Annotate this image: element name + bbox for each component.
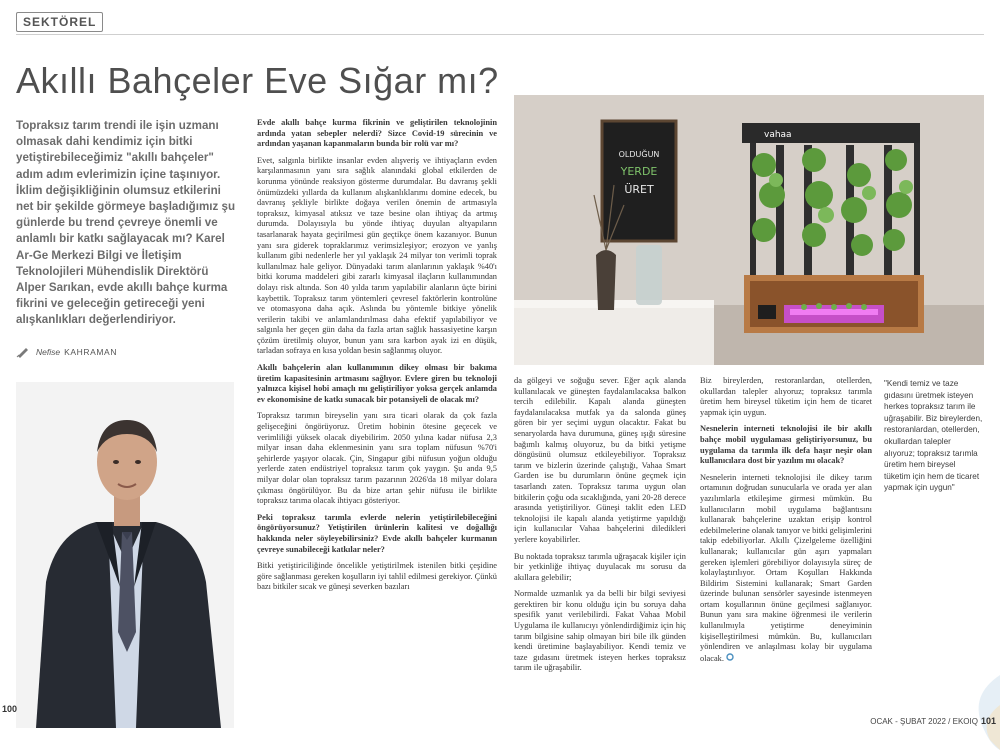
board-line-1: OLDUĞUN — [618, 150, 660, 159]
interview-answer — [700, 473, 872, 665]
interview-answer: Topraksız tarımın bireyselin yanı sıra ticari olarak da çok fazla gelişeceğini öngörüyoruz. Üretim hobinin ötesine geçecek ve verimliliği yüksek olacak diyebilirim. 2050 yılına kadar nüfusa 2,3 milyar insan daha eklenmesinin yanı sıra toplam nüfusun %70'i şehirlerde yaşıyor olacak. Çin, Singapur gibi nüfusun yoğun olduğu yerlerde zaten endüstriyel topraksız tarım çok yaygın. Şu anda 9,5 milyar dolar olan topraksız tarım pazarının 2026'da 18 milyar dolara çıkması öngörülüyor. Bu da bize artan şehir nüfusu ile birlikte topraksız tarıma olacak ihtiyacı gösteriyor. — [257, 411, 497, 506]
interview-answer: Bu noktada topraksız tarımla uğraşacak kişiler için bir yetkinliğe ihtiyaç duyulacak mı sorusu da akıllara gelebilir; — [514, 551, 686, 582]
section-divider — [16, 34, 984, 35]
author-first-name: Nefise — [36, 347, 61, 357]
interview-question: Evde akıllı bahçe kurma fikrinin ve geliştirilen teknolojinin ardında yatan sebepler nelerdi? Sizce Covid-19 sürecinin ve ardından yaşanan kapanmaların bunda bir rolü var mı? — [257, 118, 497, 149]
portrait-photo — [16, 382, 234, 728]
interview-answer: da gölgeyi ve soğuğu sever. Eğer açık alanda kullanılacak ve güneşten faydalanılacaksa balkon tercih edilebilir. Kapalı alanda güneşten faydalanılacaksa mutfak ya da salonda güneş gören bir yer seçimi uygun olacaktır. Fakat bu senaryolarda hava durumuna, güneş ışığı süresine bağımlı kalmış oluyoruz, bu da bitki yetişme döngüsünü olumsuz etkileyebiliyor. Topraksız tarım ve bizlerin üzerinde çalıştığı, Vahaa Smart Garden ise bu durumların önüne geçmek için tasarlandı zaten. Topraksız tarıma uygun olan bitkilerin çoğu oda sıcaklığında, yani 20-28 derece arasında yetiştiriliyor. Güneşi taklit eden LED teknolojisi ile kapalı alanda yetiştirme yapıldığı için kullanıcılar Vahaa bahçelerini diledikleri yerlere koyabilirler. — [514, 376, 686, 544]
interview-answer: Evet, salgınla birlikte insanlar evden alışveriş ve ihtiyaçların evden karşılanmasının yanı sıra sağlık alanındaki global etkilerden de korunma yönünde reaksiyon gösterme durumdalar. Bu davranış şekli önümüzdeki yıllarda da kullanım alışkanlıklarımı domine edecek, bu davranış şekliyle birlikte doğaya verilen önemin de artmasıyla topraksız, kimyasal atıksız ve taze besine olan ihtiyaç da artmış durumda. Dolayısıyla bu yönde ihtiyaç duyulan altyapıların tasarlanarak hayata geçirilmesi gün geçtikçe önem kazanıyor. Bunun yanı sıra giderek topraklarımız verimsizleşiyor; erozyon ve yanlış kullanım gibi nedenlerle her yıl yaklaşık 24 milyar ton verimli toprak kullanılmaz hale geliyor. Dünyadaki tarım alanlarının yaklaşık %40'ı bitki koruma maddeleri gibi zararlı kimyasal ilaçların kullanımından dolayı risk altında. Son 40 yılda tarım yapılabilir alanların üçte birini kaybettik. Topraksız tarım yöntemleri çevresel faktörlerin kontrolüne ve otomasyona daha açık. Aslında bu yöntemle bitkiye yönelik verilerin takibi ve anlamlandırılması daha efektif yapılabiliyor ve salgınla her geçen gün daha da fazla artan sağlık hassasiyetine karşın çözüm üretilmiş oluyor, bunun yanı sıra karbon ayak izi en düşük, tarladan sofraya en kısa yoldan besin sağlanmış oluyor. — [257, 155, 497, 356]
answer-text: Nesnelerin interneti teknolojisi ile dikey tarım ortamının doğrudan sunucularla ve orada yer alan yazılımlarla etkileşime girmesi mümkün. Bu kullanıcıların mobil uygulama bağlantısını kullanarak bahçelerine uzaktan erişip kontrol edebilmelerine olanak tanıyor ve bitki gelişimlerini takip edebiliyorlar. Akıllı Çizelgeleme özelliğini kullanarak; kullanıcılar gün aşırı yapmaları gereken işlemleri görebiliyor dolayısıyla süreç de kolaylaştırılıyor. Ortam Koşulları Hakkında Bildirim Sistemini kullanarak; Smart Garden üzerinde bulunan sensörler sayesinde istenmeyen ortam koşullarının önüne geçilmesi sağlanıyor. Bunun yanı sıra makine öğrenmesi ile verilerin kullanılmıyla yetiştirme deneyiminin kişiselleştirilmesi mümkün. Bu, kullanıcıları yönlendiren ve anlaşılması kolay bir uygulama olacak. — [700, 472, 872, 663]
pull-quote: "Kendi temiz ve taze gıdasını üretmek isteyen herkes topraksız tarım ile uğraşabilir. Biz bireylerden, restoranlardan, otellerden, okullardan talepler alıyoruz; topraksız tarımla üretim hem bireysel tüketim için hem de ticaret yapmak için uygun" — [884, 379, 983, 493]
article-title: Akıllı Bahçeler Eve Sığar mı? — [16, 60, 499, 101]
section-tag: SEKTÖREL — [16, 12, 103, 32]
page-number-right: 101 — [980, 716, 996, 726]
garden-brand: vahaa — [764, 130, 792, 140]
article-column-3 — [700, 376, 872, 670]
page-number-left: 100 — [2, 704, 18, 714]
smart-garden-photo — [514, 95, 984, 365]
interview-question: Nesnelerin interneti teknolojisi ile bir akıllı bahçe mobil uygulaması geliştiriyorsunuz, bu uygulama da tarımla ilk defa haşır neşir olan kullanıcılara dost bir yazılım mı olacak? — [700, 424, 872, 466]
board-line-2: YERDE — [620, 165, 658, 178]
board-line-3: ÜRET — [624, 183, 654, 196]
interview-answer: Bitki yetiştiriciliğinde öncelikle yetiştirilmek istenilen bitki çeşidine göre sağlanması gereken koşulların iyi tahlil edilmesi gerekiyor. Çünkü bazı bitkiler sıcak ve güneşi severken bazıları — [257, 561, 497, 592]
end-mark-icon — [726, 653, 734, 661]
footer-right — [870, 716, 996, 726]
interview-answer: Normalde uzmanlık ya da belli bir bilgi seviyesi gerektiren bir konu olduğu için bu soruya daha spesifik yanıt verilebilirdi. Fakat Vahaa Mobil Uygulama ile kullanıcıyı yönlendirdiğimiz için hiç tarım bilgisine sahip olmayan biri bile ilk günden kendi üretimine başlayabiliyor. Kendi temiz ve taze gıdasını üretmek isteyen herkes topraksız tarım ile uğraşabilir. — [514, 589, 686, 673]
issue-label: OCAK - ŞUBAT 2022 / EKOIQ — [870, 716, 978, 726]
author-byline — [16, 346, 117, 358]
author-last-name: KAHRAMAN — [64, 347, 118, 357]
decorative-leaf-icon — [960, 665, 1000, 750]
article-column-1 — [257, 118, 497, 599]
interview-question: Akıllı bahçelerin alan kullanımının dikey olması bir bakıma üretim kapasitesinin artmasını sağlıyor. Evlere giren bu teknoloji yalnızca kişisel hobi amaçlı mı geliştiriliyor yoksa gerçek anlamda ev ekonomisine de katkı sunacak bir potansiyeli de olacak mı? — [257, 363, 497, 404]
article-column-2 — [514, 376, 686, 680]
interview-answer: Biz bireylerden, restoranlardan, otellerden, okullardan talepler alıyoruz; topraksız tarımla üretim hem bireysel tüketim için hem de ticaret yapmak için uygun. — [700, 376, 872, 417]
article-lead: Topraksız tarım trendi ile işin uzmanı olmasak dahi kendimiz için bitki yetiştirebileceğimiz "akıllı bahçeler" adım adım evlerimizin içine taşınıyor. İklim değişikliğinin olumsuz etkilerini net bir şekilde görmeye başladığımız şu günlerde bu trend çevreye önemli ve anlamlı bir katkı sağlayacak mı? Karel Ar-Ge Merkezi Bilgi ve İletişim Teknolojileri Mühendislik Direktörü Alper Sarıkan, evde akıllı bahçe kurma fikrini ve geleceğin getireceği yeni alışkanlıkları değerlendiriyor. — [16, 119, 236, 327]
interview-question: Peki topraksız tarımla evlerde nelerin yetiştirilebileceğini öngörüyorsunuz? Yetiştirilen ürünlerin kalitesi ve doğallığı hakkında neler söyleyebilirsiniz? Evde akıllı bahçeler kurmanın çevreye sunabileceği katkılar neler? — [257, 512, 497, 554]
pen-icon — [16, 346, 32, 358]
